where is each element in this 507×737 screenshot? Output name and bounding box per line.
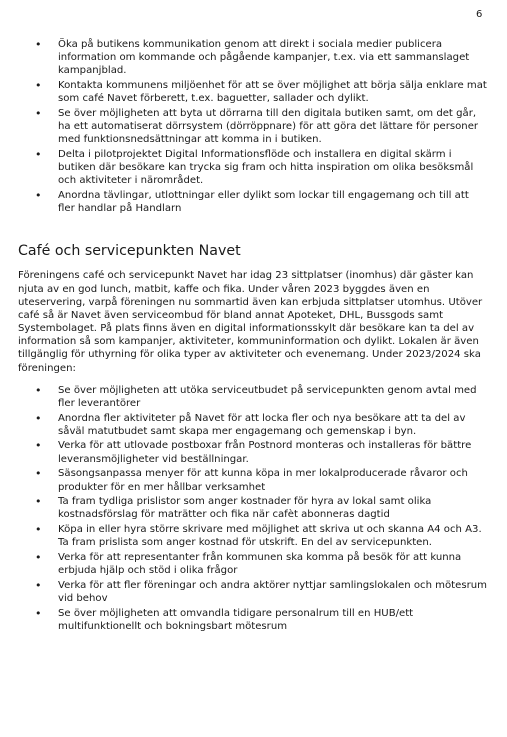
list-item: • Ta fram tydliga prislistor som anger kostnader för hyra av lokal samt olika kostnadsförslag för maträtter och fika när cafèt abonneras dagtid xyxy=(18,495,488,521)
list-item: • Anordna fler aktiviteter på Navet för att locka fler och nya besökare att ta del av såväl matutbudet samt skapa mer engagemang och gemenskap i byn. xyxy=(18,412,488,438)
list-item: • Se över möjligheten att omvandla tidigare personalrum till en HUB/ett multifunktionellt och bokningsbart mötesrum xyxy=(18,607,488,633)
top-bullet-list xyxy=(18,38,488,215)
list-item: • Verka för att fler föreningar och andra aktörer nyttjar samlingslokalen och mötesrum vid behov xyxy=(18,579,488,605)
list-item: • Anordna tävlingar, utlottningar eller dylikt som lockar till engagemang och till att fler handlar på Handlarn xyxy=(18,189,488,215)
list-item: • Delta i pilotprojektet Digital Informationsflöde och installera en digital skärm i butiken där besökare kan trycka sig fram och hitta inspiration om olika besöksmål och aktiviteter i närområdet. xyxy=(18,148,488,187)
list-item: • Se över möjligheten att byta ut dörrarna till den digitala butiken samt, om det går, ha ett automatiserat dörrsystem (dörröppnare) för att göra det lättare för personer med funktionsnedsättningar att komma in i butiken. xyxy=(18,107,488,146)
list-item: • Se över möjligheten att utöka serviceutbudet på servicepunkten genom avtal med fler leverantörer xyxy=(18,384,488,410)
section-paragraph: Föreningens café och servicepunkt Navet har idag 23 sittplatser (inomhus) där gäster kan njuta av en god lunch, matbit, kaffe och fika. Under våren 2023 byggdes även en uteservering, varpå föreningen nu sommartid även kan erbjuda sittplatser utomhus. Utöver café så är Navet även serviceombud för bland annat Apoteket, DHL, Bussgods samt Systembolaget. På plats finns även en digital informationsskylt där besökare kan ta del av information så som kampanjer, aktiviteter, kommuninformation och dylikt. Lokalen är även tillgänglig för uthyrning för olika typer av aktiviteter och evenemang. Under 2023/2024 ska föreningen: xyxy=(18,270,483,374)
list-item: • Verka för att utlovade postboxar från Postnord monteras och installeras för bättre leveransmöjligheter vid beställningar. xyxy=(18,439,488,465)
section-bullet-list xyxy=(18,384,488,634)
list-item: • Kontakta kommunens miljöenhet för att se över möjlighet att börja sälja enklare mat som café Navet förberett, t.ex. baguetter, sallader och dylikt. xyxy=(18,79,488,105)
list-item: • Verka för att representanter från kommunen ska komma på besök för att kunna erbjuda hjälp och stöd i olika frågor xyxy=(18,551,488,577)
page-number: 6 xyxy=(476,9,483,20)
list-item: • Säsongsanpassa menyer för att kunna köpa in mer lokalproducerade råvaror och produkter för en mer hållbar verksamhet xyxy=(18,467,488,493)
list-item: • Öka på butikens kommunikation genom att direkt i sociala medier publicera information om kommande och pågående kampanjer, t.ex. via ett sammanslaget kampanjblad. xyxy=(18,38,488,77)
list-item: • Köpa in eller hyra större skrivare med möjlighet att skriva ut och skanna A4 och A3. Ta fram prislista som anger kostnad för utskrift. En del av servicepunkten. xyxy=(18,523,488,549)
document-body xyxy=(18,38,488,635)
section-heading: Café och servicepunkten Navet xyxy=(18,243,241,260)
